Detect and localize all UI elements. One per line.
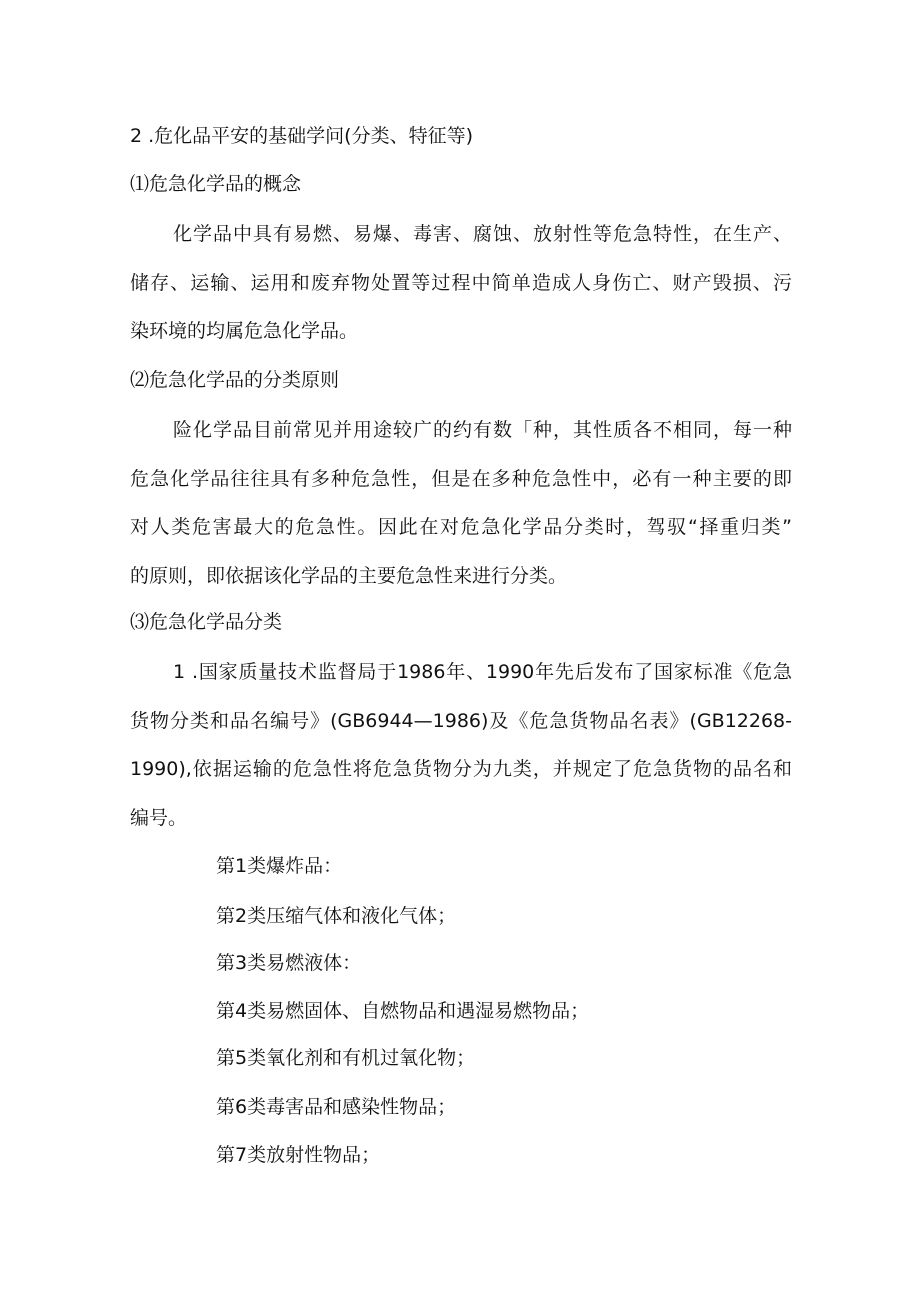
paragraph-line: 对人类危害最大的危急性。因此在对危急化学品分类时，驾驭“择重归类” bbox=[130, 516, 792, 538]
section-title: 2 .危化品平安的基础学问(分类、特征等) bbox=[130, 125, 473, 147]
subsection-heading-concept: ⑴危急化学品的概念 bbox=[130, 173, 302, 195]
paragraph-line: 化学品中具有易燃、易爆、毒害、腐蚀、放射性等危急特性，在生产、 bbox=[173, 223, 792, 245]
paragraph-line: 危急化学品往往具有多种危急性，但是在多种危急性中，必有一种主要的即 bbox=[130, 468, 792, 490]
subsection-heading-principle: ⑵危急化学品的分类原则 bbox=[130, 369, 340, 391]
list-item: 第1类爆炸品： bbox=[216, 855, 343, 877]
paragraph-line: 1 .国家质量技术监督局于1986年、1990年先后发布了国家标准《危急 bbox=[173, 661, 792, 683]
list-item: 第7类放射性物品； bbox=[216, 1144, 381, 1166]
paragraph-line: 1990),依据运输的危急性将危急货物分为九类，并规定了危急货物的品名和 bbox=[130, 758, 792, 780]
paragraph-line: 储存、运输、运用和废弃物处置等过程中简单造成人身伤亡、财产毁损、污 bbox=[130, 272, 792, 294]
list-item: 第5类氧化剂和有机过氧化物； bbox=[216, 1047, 476, 1069]
paragraph-line: 的原则，即依据该化学品的主要危急性来进行分类。 bbox=[130, 565, 568, 587]
list-item: 第6类毒害品和感染性物品； bbox=[216, 1096, 457, 1118]
subsection-heading-classification: ⑶危急化学品分类 bbox=[130, 611, 283, 633]
paragraph-line: 编号。 bbox=[130, 807, 188, 829]
list-item: 第4类易燃固体、自燃物品和遇湿易燃物品； bbox=[216, 1000, 590, 1022]
paragraph-line: 货物分类和品名编号》(GB6944—1986)及《危急货物品名表》(GB12268- bbox=[130, 710, 792, 732]
paragraph-line: 染环境的均属危急化学品。 bbox=[130, 320, 359, 342]
list-item: 第2类压缩气体和液化气体； bbox=[216, 905, 457, 927]
list-item: 第3类易燃液体： bbox=[216, 952, 362, 974]
paragraph-line: 险化学品目前常见并用途较广的约有数「种，其性质各不相同，每一种 bbox=[173, 419, 792, 441]
